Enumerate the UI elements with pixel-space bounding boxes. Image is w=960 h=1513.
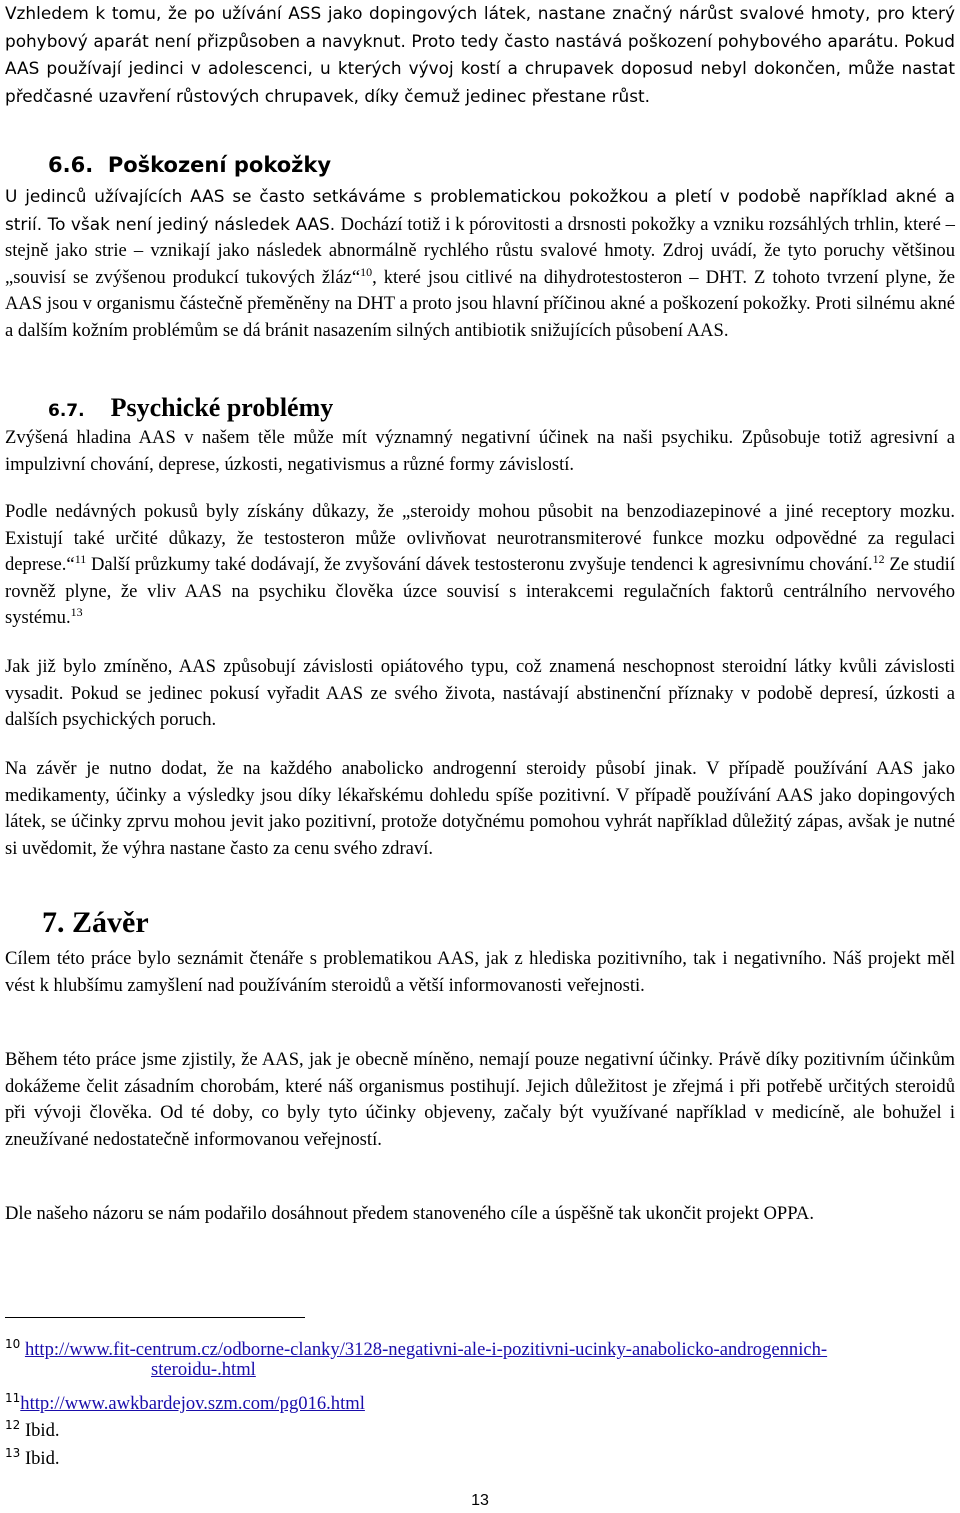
section-number: 6.6. [48, 153, 94, 177]
psych-text-4: Na závěr je nutno dodat, že na každého anabolicko androgenní steroidy působí jinak. V případě používání AAS jako medikamenty, účinky a výsledky jsou díky lékařskému dohledu spíše pozitivní. V případě používání AAS jako dopingových látek, se účinky zprvu mohou jevit jako pozitivní, protože dotyčnému pomohou vyhrát například důležitý zápas, avšak je nutné si uvědomit, že výhra nastane často za cenu svého zdraví. [5, 758, 955, 859]
section-title: Závěr [72, 906, 149, 939]
conclusion-paragraph-2 [5, 1047, 955, 1153]
skin-text: Dochází totiž i k pórovitosti a drsnosti pokožky a vzniku rozsáhlých trhlin, které – stejně jako strie – vznikají jako následek abnormálně rychlého růstu svalové hmoty. Zdroj uvádí, že tyto poruchy většinou „souvisí se zvýšenou produkcí tukových žláz“ [5, 213, 955, 288]
section-title: Psychické problémy [110, 393, 334, 422]
section-6-7-heading [48, 393, 333, 423]
section-6-6-heading [48, 153, 331, 177]
section-number: 6.7. [48, 401, 85, 421]
psych-text-2c: Ze studií rovněž plyne, že vliv AAS na psychiku člověka úzce souvisí s interakcemi regulačních faktorů centrálního nervového systému. [5, 554, 955, 628]
footnote-number: 12 [5, 1418, 21, 1432]
page-number: 13 [471, 1492, 489, 1509]
footnote-13 [5, 1440, 60, 1472]
footnote-ref-10: 10 [360, 264, 373, 279]
psych-text-1: Zvýšená hladina AAS v našem těle může mít významný negativní účinek na naši psychiku. Způsobuje totiž agresivní a impulzivní chování, deprese, úzkosti, negativismus a různé formy závislostí. [5, 427, 955, 475]
footnote-ref-12: 12 [872, 552, 885, 566]
conclusion-paragraph-1 [5, 946, 955, 999]
skin-paragraph [5, 183, 955, 344]
footnote-separator [5, 1317, 305, 1318]
footnote-number: 11 [5, 1391, 21, 1405]
psych-text-2a: Podle nedávných pokusů byly získány důkazy, že „steroidy mohou působit na benzodiazepinové a jiné receptory mozku. Existují také určité důkazy, že testosteron může ovlivňovat neurotransmiterové funkce mozku odpovědné za regulaci deprese.“ [5, 501, 955, 575]
skin-text-end: , které jsou citlivé na dihydrotestosteron – DHT. Z tohoto tvrzení plyne, že AAS jsou v organismu částečně přeměněny na DHT a proto jsou hlavní příčinou akné a poškození pokožky. Proti silnému akné a dalším kožním problémům se dá bránit nasazením silných antibiotik snižujících působení AAS. [5, 266, 955, 341]
footnote-number: 10 [5, 1337, 21, 1351]
footnote-number: 13 [5, 1446, 21, 1460]
conclusion-text-1: Cílem této práce bylo seznámit čtenáře s problematikou AAS, jak z hlediska pozitivního, tak i negativního. Náš projekt měl vést k hlubšímu zamyšlení nad používáním steroidů a větší informovanosti veřejnosti. [5, 948, 955, 996]
intro-text-2: Pokud AAS používají jedinci v adolescenci, u kterých vývoj kostí a chrupavek doposud nebyl dokončen, může nastat předčasné uzavření růstových chrupavek, díky čemuž jedinec přestane růst. [5, 30, 955, 106]
conclusion-paragraph-3 [5, 1201, 955, 1228]
footnote-ref-13: 13 [70, 605, 83, 619]
intro-text: Vzhledem k tomu, že po užívání ASS jako dopingových látek, nastane značný nárůst svalové hmoty, pro který pohybový aparát není přizpůsoben a navyknut. Proto tedy často nastává poškození pohybového aparátu. [5, 3, 955, 51]
footnote-link[interactable]: http://www.fit-centrum.cz/odborne-clanky/3128-negativni-ale-i-pozitivni-ucinky-anabolicko-androgennich- [24, 1339, 828, 1360]
footnote-text: Ibid. [24, 1420, 60, 1441]
footnote-text: Ibid. [24, 1448, 60, 1469]
psych-paragraph-3 [5, 654, 955, 734]
psych-text-2b: Další průzkumy také dodávají, že zvyšování dávek testosteronu zvyšuje tendenci k agresivnímu chování. [86, 554, 873, 575]
psych-paragraph-4 [5, 756, 955, 862]
conclusion-text-2: Během této práce jsme zjistily, že AAS, jak je obecně míněno, nemají pouze negativní účinky. Právě díky pozitivním účinkům dokážeme čelit zásadním chorobám, které náš organismus postihují. Jejich důležitost je zřejmá i při potřebě určitých steroidů při vývoji člověka. Od té doby, co byly tyto účinky objeveny, začaly být využívané například v medicíně, ale bohužel i zneužívané nedostatečně informovanou veřejností. [5, 1049, 955, 1150]
intro-paragraph [5, 0, 955, 110]
skin-text-sans: U jedinců užívajících AAS se často setkáváme s problematickou pokožkou a pletí v podobě například akné a strií. To však není jediný následek AAS. [5, 186, 955, 234]
footnote-ref-11: 11 [74, 552, 87, 566]
conclusion-text-3: Dle našeho názoru se nám podařilo dosáhnout předem stanoveného cíle a úspěšně tak ukončit projekt OPPA. [5, 1203, 814, 1224]
footnote-link-cont[interactable]: steroidu-.html [151, 1359, 256, 1380]
psych-paragraph-1 [5, 425, 955, 478]
psych-paragraph-2 [5, 499, 955, 632]
psych-text-3: Jak již bylo zmíněno, AAS způsobují závislosti opiátového typu, což znamená neschopnost steroidní látky kvůli závislosti vysadit. Pokud se jedinec pokusí vyřadit AAS ze svého života, nastávají abstinenční příznaky v podobě depresí, úzkosti a dalších psychických poruch. [5, 656, 955, 730]
footnote-link[interactable]: http://www.awkbardejov.szm.com/pg016.html [20, 1393, 365, 1414]
section-number: 7. [42, 906, 65, 939]
section-7-heading [42, 906, 149, 940]
footnote-10-cont [151, 1357, 256, 1383]
footnote-10 [5, 1331, 827, 1363]
section-title: Poškození pokožky [107, 153, 332, 177]
